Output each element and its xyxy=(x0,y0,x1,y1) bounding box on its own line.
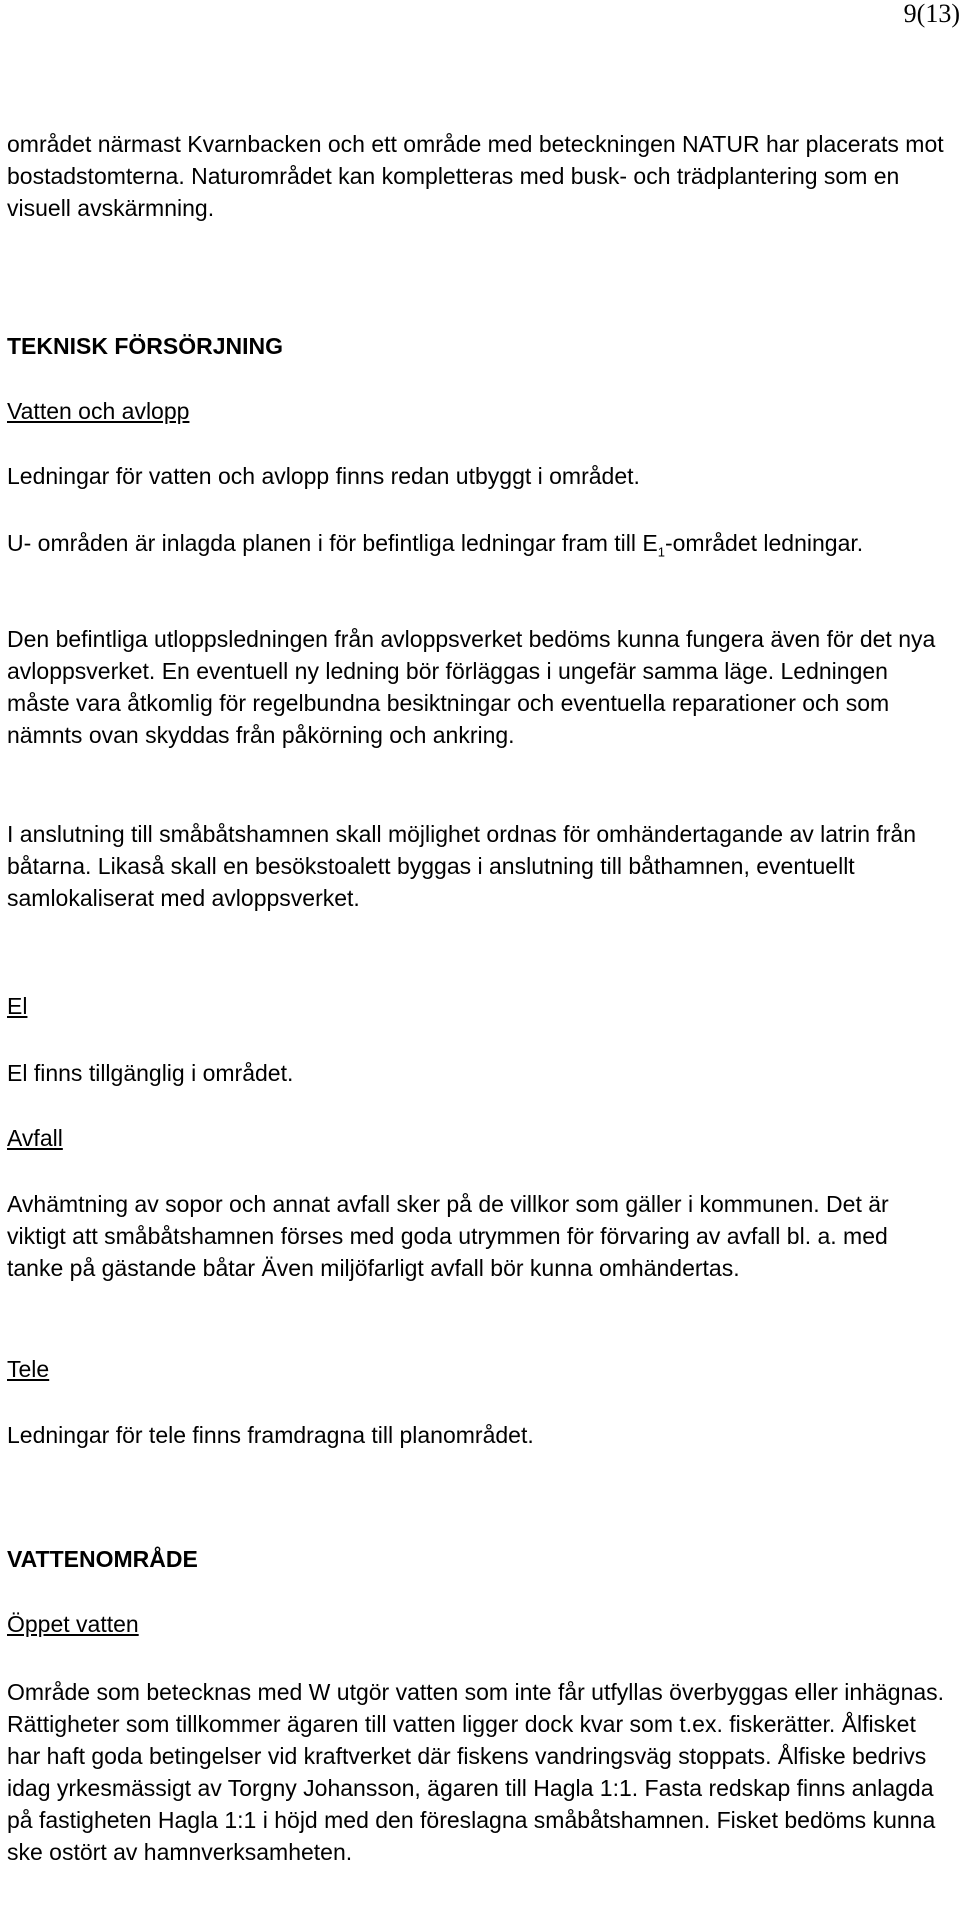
intro-paragraph: området närmast Kvarnbacken och ett område med beteckningen NATUR har placerats mot bostadstomterna. Naturområdet kan kompletteras med busk- och trädplantering som en visuell avskärmning. xyxy=(7,131,944,221)
page-number: 9(13) xyxy=(903,0,960,28)
subheading-vatten-och-avlopp: Vatten och avlopp xyxy=(7,398,190,424)
paragraph-vatten-2: U- områden är inlagda planen i för befintliga ledningar fram till $E_1$-området ledningar. xyxy=(7,530,864,560)
paragraph-vatten-3: Den befintliga utloppsledningen från avloppsverket bedöms kunna fungera även för det nya avloppsverket. En eventuell ny ledning bör förläggas i ungefär samma läge. Ledningen måste vara åtkomlig för regelbundna besiktningar och eventuella reparationer och som nämnts ovan skyddas från påkörning och ankring. xyxy=(7,626,936,748)
section-heading-teknisk: TEKNISK FÖRSÖRJNING xyxy=(7,333,284,359)
paragraph-el: El finns tillgänglig i området. xyxy=(7,1060,294,1086)
paragraph-vatten-1: Ledningar för vatten och avlopp finns redan utbyggt i området. xyxy=(7,463,640,489)
section-heading-vattenomrade: VATTENOMRÅDE xyxy=(7,1546,198,1572)
paragraph-tele: Ledningar för tele finns framdragna till planområdet. xyxy=(7,1422,534,1448)
paragraph-oppet-vatten: Område som betecknas med W utgör vatten som inte får utfyllas överbyggas eller inhägnas. Rättigheter som tillkommer ägaren till vatten ligger dock kvar som t.ex. fiskerätter. Ålfisket har haft goda betingelser vid kraftverket där fiskens vandringsväg stoppats. Ålfiske bedrivs idag yrkesmässigt av Torgny Johansson, ägaren till Hagla 1:1. Fasta redskap finns anlagda på fastigheten Hagla 1:1 i höjd med den föreslagna småbåtshamnen. Fisket bedöms kunna ske ostört av hamnverksamheten. xyxy=(7,1679,945,1865)
subheading-el: El xyxy=(7,993,28,1019)
paragraph-vatten-4: I anslutning till småbåtshamnen skall möjlighet ordnas för omhändertagande av latrin från båtarna. Likaså skall en besökstoalett byggas i anslutning till båthamnen, eventuellt samlokaliserat med avloppsverket. xyxy=(7,821,917,911)
subheading-oppet-vatten: Öppet vatten xyxy=(7,1611,139,1637)
subheading-tele: Tele xyxy=(7,1356,50,1382)
paragraph-avfall: Avhämtning av sopor och annat avfall sker på de villkor som gäller i kommunen. Det är viktigt att småbåtshamnen förses med goda utrymmen för förvaring av avfall bl. a. med tanke på gästande båtar Även miljöfarligt avfall bör kunna omhändertas. xyxy=(7,1191,889,1281)
subheading-avfall: Avfall xyxy=(7,1125,63,1151)
